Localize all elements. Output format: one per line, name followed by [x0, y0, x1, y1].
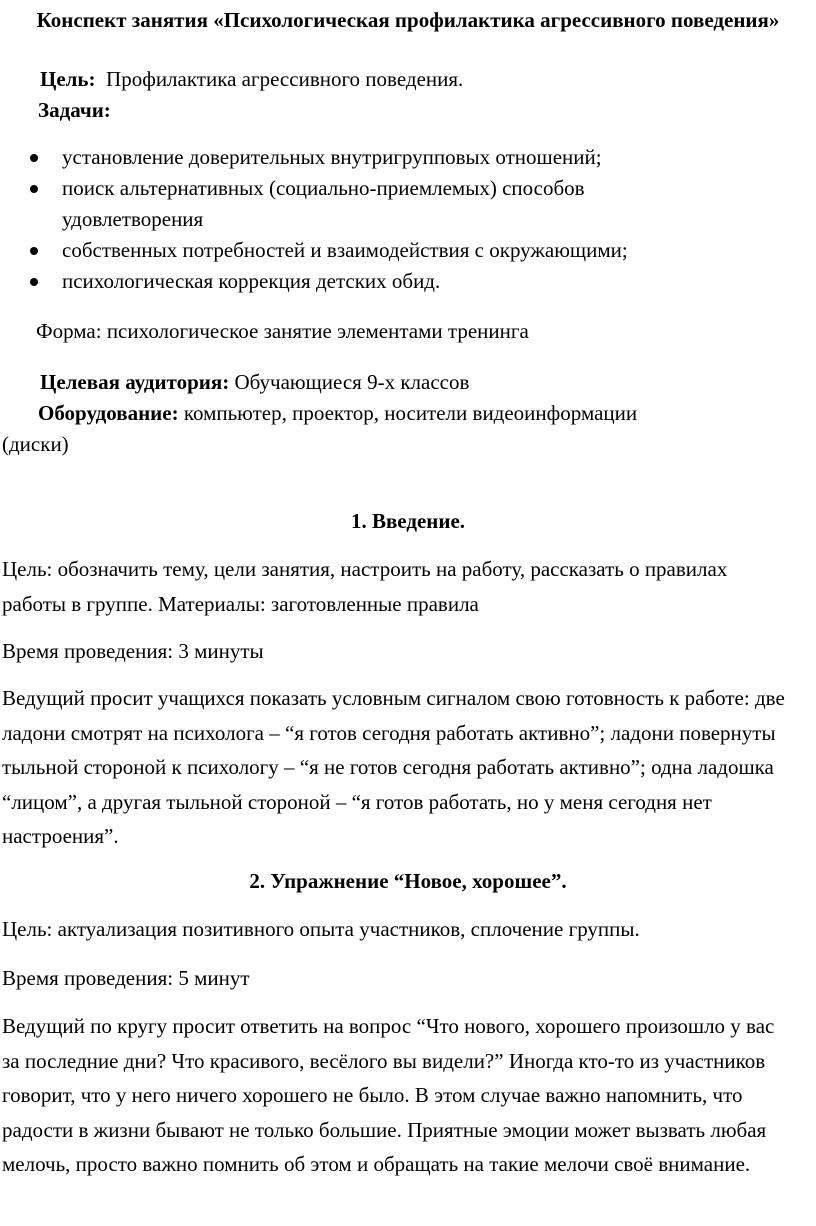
section1-goal: Цель: обозначить тему, цели занятия, настроить на работу, рассказать о правилах работы в группе. Материалы: заготовленные правила — [2, 557, 728, 616]
section2-heading: 2. Упражнение “Новое, хорошее”. — [249, 869, 567, 893]
list-item: установление доверительных внутригрупповых отношений; — [0, 142, 722, 173]
section1-heading: 1. Введение. — [350, 509, 466, 533]
section2-time: Время проведения: 5 минут — [2, 966, 250, 990]
form-line: Форма: психологическое занятие элементами тренинга — [36, 319, 529, 343]
list-item: психологическая коррекция детских обид. — [0, 266, 722, 297]
goal-text: Профилактика агрессивного поведения. — [106, 67, 464, 91]
bullet-icon — [30, 278, 38, 286]
section1-time: Время проведения: 3 минуты — [2, 639, 264, 663]
audience-label: Целевая аудитория: — [40, 370, 230, 394]
tasks-label: Задачи: — [38, 98, 111, 122]
section2-goal: Цель: актуализация позитивного опыта участников, сплочение группы. — [2, 917, 640, 941]
tasks-list — [0, 142, 722, 297]
equipment-line — [38, 396, 637, 430]
audience-text: Обучающиеся 9-х классов — [234, 370, 470, 394]
goal-label: Цель: — [40, 67, 96, 91]
section2-body: Ведущий по кругу просит ответить на вопрос “Что нового, хорошего произошло у вас за последние дни? Что красивого, весёлого вы видели?” Иногда кто-то из участников говорит, что у него ничего хорошего не было. В этом случае важно напомнить, что радости в жизни бывают не только большие. Приятные эмоции может вызвать любая мелочь, просто важно помнить об этом и обращать на такие мелочи своё внимание. — [2, 1014, 775, 1176]
equipment-label: Оборудование: — [38, 401, 179, 425]
audience-line — [40, 365, 469, 399]
goal-line — [40, 62, 463, 96]
bullet-icon — [30, 185, 38, 193]
equipment-text: компьютер, проектор, носители видеоинформации — [183, 401, 638, 425]
bullet-icon — [30, 247, 38, 255]
list-item: собственных потребностей и взаимодействия с окружающими; — [0, 235, 722, 266]
equipment-text-continued: (диски) — [2, 432, 69, 456]
section1-body: Ведущий просит учащихся показать условным сигналом свою готовность к работе: две ладони смотрят на психолога – “я готов сегодня работать активно”; ладони повернуты тыльной стороной к психологу – “я не готов сегодня работать активно”; одна ладошка “лицом”, а другая тыльной стороной – “я готов работать, но у меня сегодня нет настроения”. — [2, 686, 785, 848]
list-item: поиск альтернативных (социально-приемлемых) способов удовлетворения — [0, 173, 722, 235]
document-title: Конспект занятия «Психологическая профилактика агрессивного поведения» — [36, 8, 780, 32]
bullet-icon — [30, 154, 38, 162]
